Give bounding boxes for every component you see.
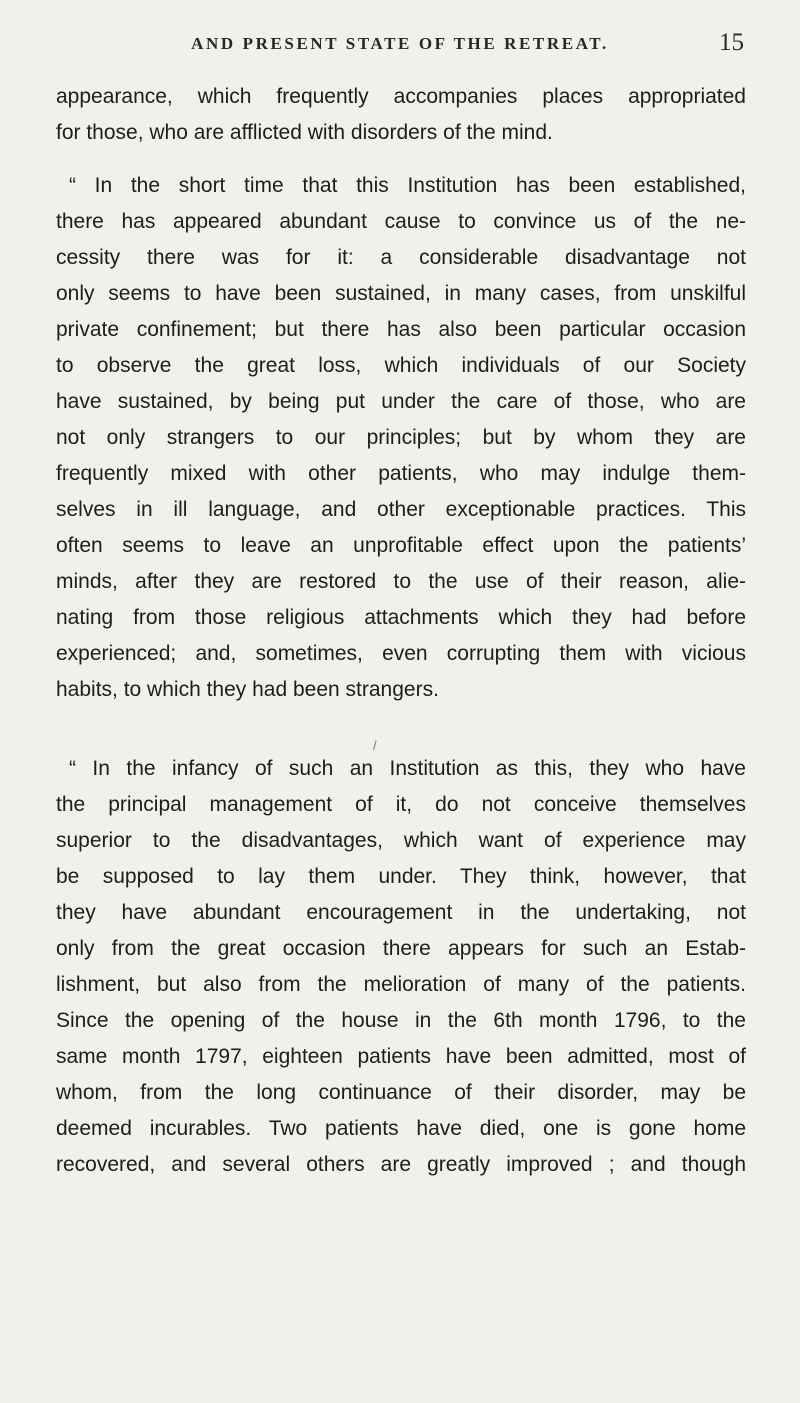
text-line: whom, from the long continuance of their disorder, may be [56,1081,746,1104]
text-line: frequently mixed with other patients, who may indulge them- [56,462,746,485]
stray-mark: / [373,738,377,753]
text-line: be supposed to lay them under. They think, however, that [56,865,746,888]
running-head [0,29,800,64]
text-line: appearance, which frequently accompanies places appropriated [56,85,746,108]
text-line: “ In the short time that this Institution has been established, [69,174,746,197]
text-line: lishment, but also from the melioration of many of the patients. [56,973,746,996]
text-line: only seems to have been sustained, in many cases, from unskilful [56,282,746,305]
text-line: not only strangers to our principles; but by whom they are [56,426,746,449]
text-line: nating from those religious attachments which they had before [56,606,746,629]
running-title: AND PRESENT STATE OF THE RETREAT. [191,34,609,53]
text-line: they have abundant encouragement in the undertaking, not [56,901,746,924]
text-line: often seems to leave an unprofitable effect upon the patients’ [56,534,746,557]
page-number: 15 [719,29,744,56]
text-line: the principal management of it, do not conceive themselves [56,793,746,816]
text-line: experienced; and, sometimes, even corrupting them with vicious [56,642,746,665]
text-line: selves in ill language, and other exceptionable practices. This [56,498,746,521]
text-line: “ In the infancy of such an Institution as this, they who have [69,757,746,780]
text-line: only from the great occasion there appears for such an Estab- [56,937,746,960]
text-line: superior to the disadvantages, which want of experience may [56,829,746,852]
text-line: have sustained, by being put under the care of those, who are [56,390,746,413]
text-line: for those, who are afflicted with disorders of the mind. [56,121,553,144]
text-line: private confinement; but there has also been particular occasion [56,318,746,341]
text-line: same month 1797, eighteen patients have been admitted, most of [56,1045,746,1068]
text-line: deemed incurables. Two patients have died, one is gone home [56,1117,746,1140]
text-line: Since the opening of the house in the 6th month 1796, to the [56,1009,746,1032]
text-line: cessity there was for it: a considerable disadvantage not [56,246,746,269]
text-line: minds, after they are restored to the use of their reason, alie- [56,570,746,593]
text-line: there has appeared abundant cause to convince us of the ne- [56,210,746,233]
text-line: recovered, and several others are greatly improved ; and though [56,1153,746,1176]
text-line: to observe the great loss, which individuals of our Society [56,354,746,377]
text-line: habits, to which they had been strangers. [56,678,439,701]
